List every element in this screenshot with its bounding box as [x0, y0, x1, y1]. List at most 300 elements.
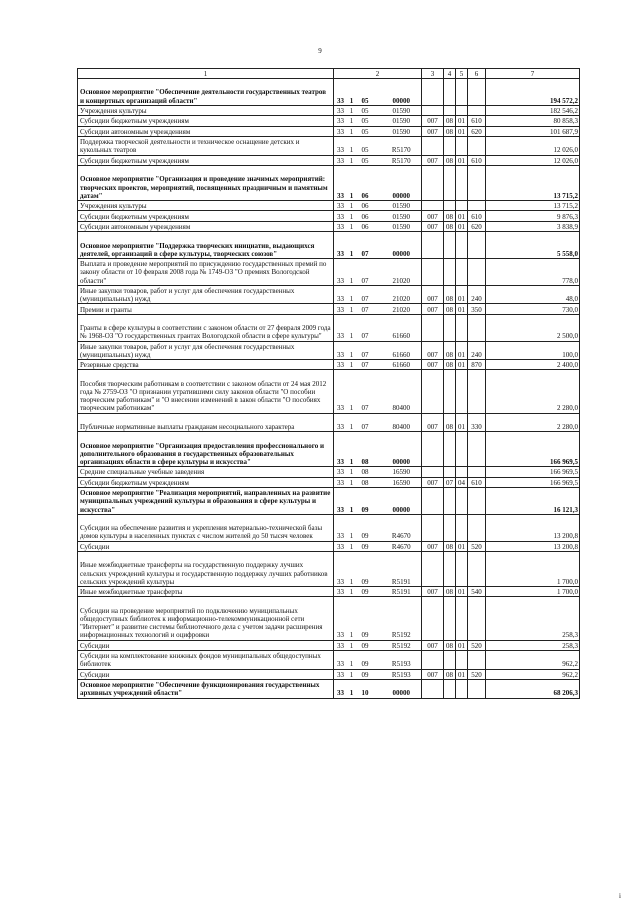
code-subprogram-cell: 1	[346, 341, 358, 360]
code-event-cell: 09	[358, 651, 382, 670]
header-col-1: 1	[78, 69, 334, 79]
code-event-cell: 05	[358, 105, 382, 115]
code-subprogram-cell: 1	[346, 136, 358, 155]
code-subprogram-cell: 1	[346, 126, 358, 136]
expense-type-cell: 610	[468, 211, 486, 221]
row-name-cell: Основное мероприятие "Обеспечение деятельности государственных театров и концертных организаций области"	[78, 79, 334, 106]
code-direction-cell: 80400	[382, 413, 422, 432]
code-subprogram-cell: 1	[346, 541, 358, 551]
code-direction-cell: 00000	[382, 232, 422, 259]
row-name-cell: Учреждения культуры	[78, 200, 334, 210]
row-name-cell: Иные межбюджетные трансферты на государственную поддержку лучших сельских учреждений культуры и государственную поддержку лучших работников сельских учреждений культуры	[78, 552, 334, 587]
expense-type-cell	[468, 314, 486, 341]
expense-type-cell: 610	[468, 477, 486, 487]
row-name-cell: Гранты в сфере культуры в соответствии с законом области от 27 февраля 2009 года № 1968-ОЗ "О государственных грантах Вологодской области в сфере культуры"	[78, 314, 334, 341]
ministry-code-cell: 007	[422, 304, 444, 314]
amount-cell: 962,2	[486, 651, 580, 670]
expense-type-cell	[468, 679, 486, 698]
ministry-code-cell: 007	[422, 285, 444, 304]
code-program-cell: 33	[334, 258, 346, 285]
section-code-cell	[444, 258, 456, 285]
expense-type-cell: 610	[468, 155, 486, 165]
table-row	[78, 165, 580, 200]
expense-type-cell: 620	[468, 221, 486, 231]
code-subprogram-cell: 1	[346, 314, 358, 341]
table-row	[78, 258, 580, 285]
code-direction-cell: R4670	[382, 541, 422, 551]
subsection-code-cell: 01	[456, 640, 468, 650]
row-name-cell: Субсидии на проведение мероприятий по подключению муниципальных общедоступных библиотек к информационно-телекоммуникационной сети "Интернет" и развитие системы библиотечного дела с учетом задачи расширения информационных технологий и оцифровки	[78, 597, 334, 640]
code-program-cell: 33	[334, 116, 346, 126]
table-row	[78, 126, 580, 136]
code-direction-cell: 00000	[382, 488, 422, 515]
code-program-cell: 33	[334, 341, 346, 360]
corner-mark: i	[619, 892, 621, 900]
table-row	[78, 597, 580, 640]
ministry-code-cell	[422, 370, 444, 413]
code-event-cell: 07	[358, 360, 382, 370]
section-code-cell: 08	[444, 413, 456, 432]
code-event-cell: 05	[358, 116, 382, 126]
ministry-code-cell	[422, 232, 444, 259]
ministry-code-cell: 007	[422, 341, 444, 360]
section-code-cell	[444, 370, 456, 413]
code-direction-cell: 16590	[382, 467, 422, 477]
section-code-cell	[444, 136, 456, 155]
code-direction-cell: R5191	[382, 552, 422, 587]
subsection-code-cell	[456, 136, 468, 155]
row-name-cell: Учреждения культуры	[78, 105, 334, 115]
section-code-cell	[444, 432, 456, 467]
header-col-5: 5	[456, 69, 468, 79]
amount-cell: 13 715,2	[486, 200, 580, 210]
amount-cell: 730,0	[486, 304, 580, 314]
section-code-cell	[444, 597, 456, 640]
section-code-cell	[444, 488, 456, 515]
code-direction-cell: R5170	[382, 136, 422, 155]
code-program-cell: 33	[334, 669, 346, 679]
amount-cell: 2 500,0	[486, 314, 580, 341]
budget-table	[77, 68, 580, 699]
row-name-cell: Субсидии бюджетным учреждениям	[78, 477, 334, 487]
code-event-cell: 06	[358, 165, 382, 200]
subsection-code-cell	[456, 105, 468, 115]
code-direction-cell: R5170	[382, 155, 422, 165]
code-subprogram-cell: 1	[346, 587, 358, 597]
amount-cell: 101 687,9	[486, 126, 580, 136]
ministry-code-cell	[422, 79, 444, 106]
code-direction-cell: 01590	[382, 211, 422, 221]
code-subprogram-cell: 1	[346, 413, 358, 432]
code-program-cell: 33	[334, 200, 346, 210]
code-program-cell: 33	[334, 597, 346, 640]
ministry-code-cell	[422, 165, 444, 200]
code-direction-cell: 61660	[382, 341, 422, 360]
code-event-cell: 07	[358, 304, 382, 314]
section-code-cell	[444, 79, 456, 106]
row-name-cell: Основное мероприятие "Организация и проведение значимых мероприятий: творческих проектов, мероприятий, посвященных праздничным и памятным датам"	[78, 165, 334, 200]
code-event-cell: 09	[358, 669, 382, 679]
table-row	[78, 541, 580, 551]
amount-cell: 962,2	[486, 669, 580, 679]
section-code-cell: 08	[444, 126, 456, 136]
code-event-cell: 07	[358, 413, 382, 432]
code-event-cell: 06	[358, 221, 382, 231]
code-subprogram-cell: 1	[346, 360, 358, 370]
section-code-cell: 08	[444, 155, 456, 165]
amount-cell: 194 572,2	[486, 79, 580, 106]
expense-type-cell: 520	[468, 669, 486, 679]
section-code-cell: 08	[444, 221, 456, 231]
code-program-cell: 33	[334, 541, 346, 551]
code-program-cell: 33	[334, 477, 346, 487]
code-subprogram-cell: 1	[346, 488, 358, 515]
row-name-cell: Основное мероприятие "Поддержка творческих инициатив, выдающихся деятелей, организаций в сфере культуры, творческих союзов"	[78, 232, 334, 259]
subsection-code-cell	[456, 232, 468, 259]
row-name-cell: Иные закупки товаров, работ и услуг для обеспечения государственных (муниципальных) нужд	[78, 341, 334, 360]
table-row	[78, 360, 580, 370]
expense-type-cell: 520	[468, 640, 486, 650]
row-name-cell: Премии и гранты	[78, 304, 334, 314]
code-event-cell: 08	[358, 477, 382, 487]
ministry-code-cell: 007	[422, 211, 444, 221]
ministry-code-cell: 007	[422, 221, 444, 231]
subsection-code-cell: 01	[456, 541, 468, 551]
code-subprogram-cell: 1	[346, 477, 358, 487]
row-name-cell: Субсидии бюджетным учреждениям	[78, 155, 334, 165]
subsection-code-cell	[456, 79, 468, 106]
ministry-code-cell	[422, 432, 444, 467]
section-code-cell	[444, 200, 456, 210]
amount-cell: 13 200,8	[486, 541, 580, 551]
subsection-code-cell: 01	[456, 155, 468, 165]
table-row	[78, 413, 580, 432]
code-subprogram-cell: 1	[346, 285, 358, 304]
row-name-cell: Субсидии автономным учреждениям	[78, 126, 334, 136]
code-direction-cell: 21020	[382, 258, 422, 285]
subsection-code-cell: 01	[456, 285, 468, 304]
code-program-cell: 33	[334, 105, 346, 115]
row-name-cell: Средние специальные учебные заведения	[78, 467, 334, 477]
code-direction-cell: 01590	[382, 221, 422, 231]
code-direction-cell: R5191	[382, 587, 422, 597]
code-event-cell: 09	[358, 640, 382, 650]
subsection-code-cell: 01	[456, 360, 468, 370]
amount-cell: 12 026,0	[486, 136, 580, 155]
expense-type-cell	[468, 552, 486, 587]
amount-cell: 9 876,3	[486, 211, 580, 221]
code-direction-cell: R5192	[382, 597, 422, 640]
table-row	[78, 285, 580, 304]
row-name-cell: Выплата и проведение мероприятий по присуждению государственных премий по закону области от 10 февраля 2008 года № 1749-ОЗ "О премиях Вологодской области"	[78, 258, 334, 285]
table-body	[78, 79, 580, 699]
ministry-code-cell: 007	[422, 541, 444, 551]
code-event-cell: 09	[358, 488, 382, 515]
code-subprogram-cell: 1	[346, 651, 358, 670]
subsection-code-cell	[456, 200, 468, 210]
code-event-cell: 07	[358, 258, 382, 285]
section-code-cell: 08	[444, 640, 456, 650]
section-code-cell	[444, 552, 456, 587]
row-name-cell: Основное мероприятие "Организация предоставления профессионального и дополнительного образования в государственных образовательных организациях области в сфере культуры и искусства"	[78, 432, 334, 467]
code-event-cell: 07	[358, 370, 382, 413]
code-subprogram-cell: 1	[346, 432, 358, 467]
code-event-cell: 05	[358, 126, 382, 136]
expense-type-cell	[468, 488, 486, 515]
expense-type-cell: 870	[468, 360, 486, 370]
table-row	[78, 477, 580, 487]
ministry-code-cell: 007	[422, 116, 444, 126]
table-row	[78, 341, 580, 360]
code-direction-cell: R4670	[382, 514, 422, 541]
ministry-code-cell	[422, 105, 444, 115]
code-direction-cell: 01590	[382, 105, 422, 115]
expense-type-cell	[468, 370, 486, 413]
amount-cell: 166 969,5	[486, 467, 580, 477]
code-direction-cell: 00000	[382, 165, 422, 200]
section-code-cell	[444, 679, 456, 698]
code-program-cell: 33	[334, 552, 346, 587]
amount-cell: 166 969,5	[486, 477, 580, 487]
code-subprogram-cell: 1	[346, 258, 358, 285]
table-row	[78, 669, 580, 679]
code-direction-cell: R5193	[382, 669, 422, 679]
section-code-cell	[444, 651, 456, 670]
row-name-cell: Субсидии	[78, 640, 334, 650]
subsection-code-cell	[456, 467, 468, 477]
code-direction-cell: 01590	[382, 200, 422, 210]
ministry-code-cell: 007	[422, 126, 444, 136]
code-program-cell: 33	[334, 370, 346, 413]
code-event-cell: 07	[358, 341, 382, 360]
table-row	[78, 640, 580, 650]
expense-type-cell: 240	[468, 341, 486, 360]
section-code-cell	[444, 165, 456, 200]
code-event-cell: 09	[358, 541, 382, 551]
code-subprogram-cell: 1	[346, 105, 358, 115]
amount-cell: 13 715,2	[486, 165, 580, 200]
code-subprogram-cell: 1	[346, 232, 358, 259]
section-code-cell	[444, 467, 456, 477]
code-subprogram-cell: 1	[346, 200, 358, 210]
code-subprogram-cell: 1	[346, 669, 358, 679]
ministry-code-cell	[422, 200, 444, 210]
ministry-code-cell: 007	[422, 669, 444, 679]
subsection-code-cell: 01	[456, 587, 468, 597]
ministry-code-cell	[422, 514, 444, 541]
code-subprogram-cell: 1	[346, 597, 358, 640]
ministry-code-cell	[422, 679, 444, 698]
code-subprogram-cell: 1	[346, 304, 358, 314]
ministry-code-cell: 007	[422, 360, 444, 370]
code-program-cell: 33	[334, 467, 346, 477]
section-code-cell	[444, 314, 456, 341]
subsection-code-cell: 01	[456, 116, 468, 126]
code-program-cell: 33	[334, 488, 346, 515]
subsection-code-cell: 04	[456, 477, 468, 487]
ministry-code-cell	[422, 597, 444, 640]
table-row	[78, 370, 580, 413]
section-code-cell: 08	[444, 116, 456, 126]
table-row	[78, 116, 580, 126]
code-subprogram-cell: 1	[346, 552, 358, 587]
code-event-cell: 06	[358, 211, 382, 221]
code-direction-cell: 00000	[382, 679, 422, 698]
subsection-code-cell	[456, 651, 468, 670]
code-program-cell: 33	[334, 304, 346, 314]
code-program-cell: 33	[334, 232, 346, 259]
ministry-code-cell	[422, 258, 444, 285]
code-event-cell: 08	[358, 467, 382, 477]
subsection-code-cell	[456, 552, 468, 587]
table-row	[78, 552, 580, 587]
expense-type-cell	[468, 258, 486, 285]
code-event-cell: 09	[358, 587, 382, 597]
code-subprogram-cell: 1	[346, 679, 358, 698]
table-header-row	[78, 69, 580, 79]
code-event-cell: 05	[358, 136, 382, 155]
code-direction-cell: R5192	[382, 640, 422, 650]
amount-cell: 48,0	[486, 285, 580, 304]
code-subprogram-cell: 1	[346, 467, 358, 477]
code-direction-cell: 00000	[382, 79, 422, 106]
subsection-code-cell	[456, 314, 468, 341]
code-program-cell: 33	[334, 587, 346, 597]
code-program-cell: 33	[334, 514, 346, 541]
subsection-code-cell	[456, 258, 468, 285]
code-subprogram-cell: 1	[346, 116, 358, 126]
code-subprogram-cell: 1	[346, 79, 358, 106]
code-program-cell: 33	[334, 413, 346, 432]
code-direction-cell: 80400	[382, 370, 422, 413]
ministry-code-cell	[422, 467, 444, 477]
row-name-cell: Субсидии на обеспечение развития и укрепления материально-технической базы домов культуры в населенных пунктах с числом жителей до 50 тысяч человек	[78, 514, 334, 541]
subsection-code-cell: 01	[456, 413, 468, 432]
code-event-cell: 05	[358, 79, 382, 106]
table-row	[78, 79, 580, 106]
ministry-code-cell: 007	[422, 155, 444, 165]
code-direction-cell: R5193	[382, 651, 422, 670]
code-subprogram-cell: 1	[346, 514, 358, 541]
code-subprogram-cell: 1	[346, 155, 358, 165]
code-event-cell: 10	[358, 679, 382, 698]
code-event-cell: 09	[358, 552, 382, 587]
code-event-cell: 09	[358, 597, 382, 640]
code-program-cell: 33	[334, 79, 346, 106]
ministry-code-cell	[422, 552, 444, 587]
row-name-cell: Субсидии	[78, 541, 334, 551]
row-name-cell: Публичные нормативные выплаты гражданам несоциального характера	[78, 413, 334, 432]
expense-type-cell: 330	[468, 413, 486, 432]
expense-type-cell	[468, 467, 486, 477]
amount-cell: 80 858,3	[486, 116, 580, 126]
section-code-cell: 08	[444, 360, 456, 370]
subsection-code-cell	[456, 514, 468, 541]
amount-cell: 13 200,8	[486, 514, 580, 541]
amount-cell: 2 400,0	[486, 360, 580, 370]
ministry-code-cell	[422, 314, 444, 341]
table-row	[78, 314, 580, 341]
expense-type-cell	[468, 514, 486, 541]
section-code-cell: 08	[444, 304, 456, 314]
code-direction-cell: 61660	[382, 360, 422, 370]
expense-type-cell	[468, 79, 486, 106]
amount-cell: 100,0	[486, 341, 580, 360]
amount-cell: 3 838,9	[486, 221, 580, 231]
row-name-cell: Пособия творческим работникам в соответствии с законом области от 24 мая 2012 года № 2759-ОЗ "О признании утратившими силу законов области "О пособии творческим работникам" и "О внесении изменений в закон области "О пособиях творческим работникам"	[78, 370, 334, 413]
code-direction-cell: 01590	[382, 126, 422, 136]
code-subprogram-cell: 1	[346, 640, 358, 650]
ministry-code-cell	[422, 136, 444, 155]
code-direction-cell: 01590	[382, 116, 422, 126]
code-program-cell: 33	[334, 651, 346, 670]
table-row	[78, 232, 580, 259]
amount-cell: 2 280,0	[486, 370, 580, 413]
section-code-cell: 08	[444, 285, 456, 304]
subsection-code-cell: 01	[456, 669, 468, 679]
table-row	[78, 136, 580, 155]
subsection-code-cell	[456, 488, 468, 515]
row-name-cell: Субсидии на комплектование книжных фондов муниципальных общедоступных библиотек	[78, 651, 334, 670]
code-event-cell: 06	[358, 200, 382, 210]
expense-type-cell	[468, 165, 486, 200]
table-row	[78, 200, 580, 210]
code-program-cell: 33	[334, 285, 346, 304]
ministry-code-cell	[422, 651, 444, 670]
table-row	[78, 155, 580, 165]
section-code-cell	[444, 105, 456, 115]
subsection-code-cell	[456, 432, 468, 467]
amount-cell: 778,0	[486, 258, 580, 285]
expense-type-cell: 620	[468, 126, 486, 136]
row-name-cell: Поддержка творческой деятельности и техническое оснащение детских и кукольных театров	[78, 136, 334, 155]
table-row	[78, 679, 580, 698]
expense-type-cell: 610	[468, 116, 486, 126]
code-program-cell: 33	[334, 126, 346, 136]
section-code-cell: 08	[444, 211, 456, 221]
header-col-6: 6	[468, 69, 486, 79]
section-code-cell: 08	[444, 587, 456, 597]
subsection-code-cell	[456, 370, 468, 413]
amount-cell: 12 026,0	[486, 155, 580, 165]
subsection-code-cell: 01	[456, 126, 468, 136]
amount-cell: 1 700,0	[486, 587, 580, 597]
amount-cell: 258,3	[486, 640, 580, 650]
code-direction-cell: 16590	[382, 477, 422, 487]
subsection-code-cell	[456, 597, 468, 640]
row-name-cell: Субсидии бюджетным учреждениям	[78, 211, 334, 221]
amount-cell: 2 280,0	[486, 413, 580, 432]
expense-type-cell	[468, 432, 486, 467]
table-row	[78, 211, 580, 221]
subsection-code-cell: 01	[456, 221, 468, 231]
table-row	[78, 488, 580, 515]
code-direction-cell: 61660	[382, 314, 422, 341]
table-row	[78, 587, 580, 597]
ministry-code-cell: 007	[422, 640, 444, 650]
subsection-code-cell: 01	[456, 211, 468, 221]
expense-type-cell	[468, 651, 486, 670]
row-name-cell: Основное мероприятие "Обеспечение функционирования государственных архивных учреждений области"	[78, 679, 334, 698]
table-row	[78, 467, 580, 477]
code-program-cell: 33	[334, 211, 346, 221]
table-row	[78, 304, 580, 314]
subsection-code-cell: 01	[456, 341, 468, 360]
row-name-cell: Основное мероприятие "Реализация мероприятий, направленных на развитие муниципальных учреждений культуры и образования в сфере культуры и искусства"	[78, 488, 334, 515]
code-subprogram-cell: 1	[346, 211, 358, 221]
expense-type-cell	[468, 136, 486, 155]
table-row	[78, 514, 580, 541]
